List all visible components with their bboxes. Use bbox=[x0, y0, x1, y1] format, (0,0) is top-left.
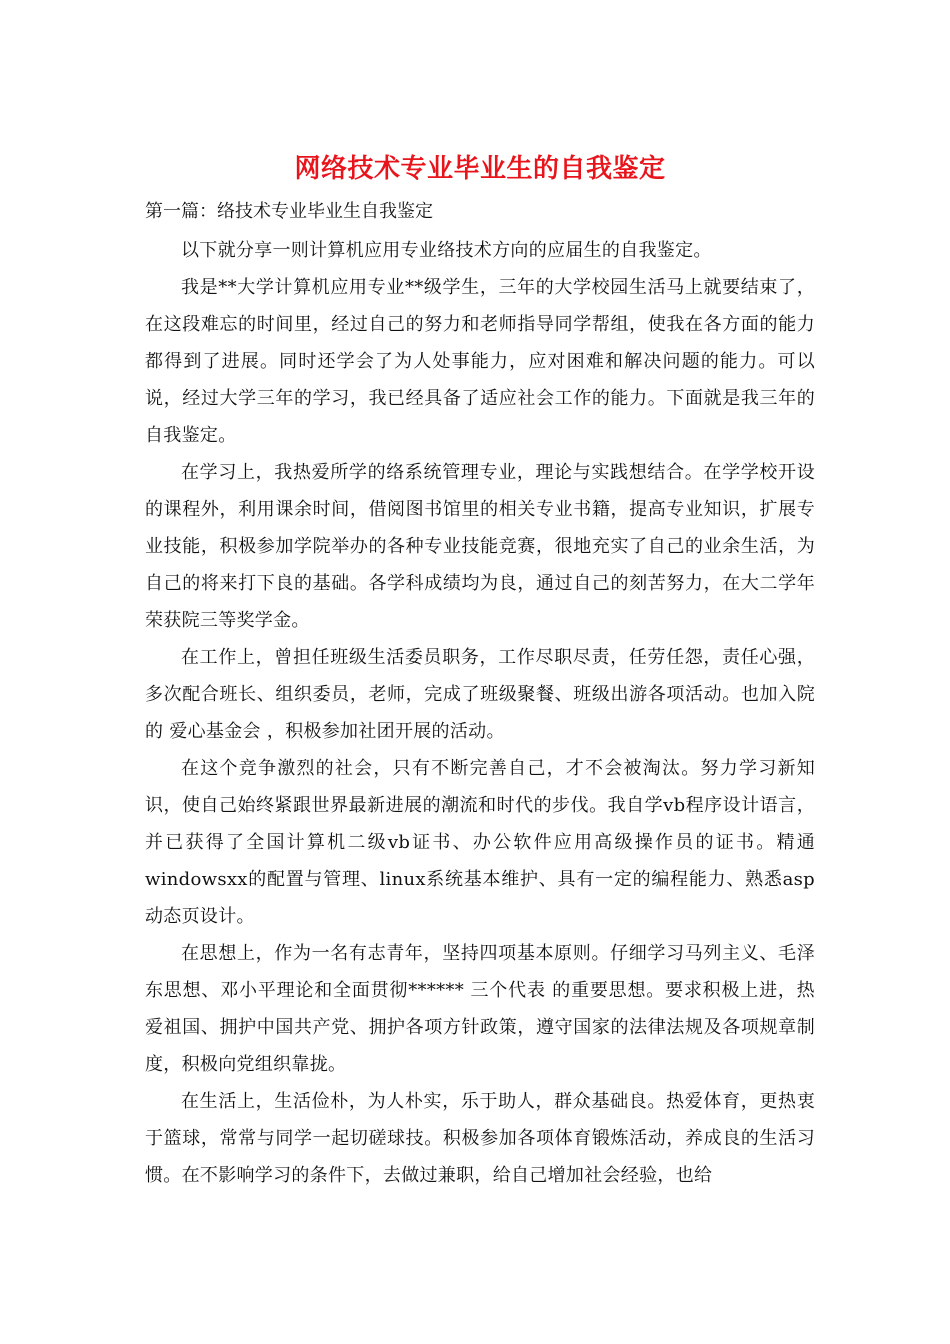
paragraph-intro: 以下就分享一则计算机应用专业络技术方向的应届生的自我鉴定。 bbox=[181, 240, 712, 261]
paragraph-work: 在工作上，曾担任班级生活委员职务，工作尽职尽责，任劳任怨，责任心强，多次配合班长、组织委员，老师，完成了班级聚餐、班级出游各项活动。也加入院的 爱心基金会 ，积极参加社团开展的活动。 bbox=[145, 647, 815, 742]
paragraph-self-intro: 我是**大学计算机应用专业**级学生，三年的大学校园生活马上就要结束了，在这段难忘的时间里，经过自己的努力和老师指导同学帮组，使我在各方面的能力都得到了进展。同时还学会了为人处事能力，应对困难和解决问题的能力。可以说，经过大学三年的学习，我已经具备了适应社会工作的能力。下面就是我三年的自我鉴定。 bbox=[145, 277, 815, 446]
paragraph-ideology: 在思想上，作为一名有志青年，坚持四项基本原则。仔细学习马列主义、毛泽东思想、邓小平理论和全面贯彻****** 三个代表 的重要思想。要求积极上进，热爱祖国、拥护中国共产党、拥护各项方针政策，遵守国家的法律法规及各项规章制度，积极向党组织靠拢。 bbox=[145, 943, 815, 1075]
document-page bbox=[145, 150, 815, 1194]
section-heading: 第一篇：络技术专业毕业生自我鉴定 bbox=[145, 201, 433, 222]
paragraph-study: 在学习上，我热爱所学的络系统管理专业，理论与实践想结合。在学学校开设的课程外，利用课余时间，借阅图书馆里的相关专业书籍，提高专业知识，扩展专业技能，积极参加学院举办的各种专业技能竞赛，很地充实了自己的业余生活，为自己的将来打下良的基础。各学科成绩均为良，通过自己的刻苦努力，在大二学年荣获院三等奖学金。 bbox=[145, 462, 815, 631]
document-title: 网络技术专业毕业生的自我鉴定 bbox=[294, 154, 666, 184]
paragraph-life: 在生活上，生活俭朴，为人朴实，乐于助人，群众基础良。热爱体育，更热衷于篮球，常常与同学一起切磋球技。积极参加各项体育锻炼活动，养成良的生活习惯。在不影响学习的条件下，去做过兼职，给自己增加社会经验，也给 bbox=[145, 1091, 815, 1186]
paragraph-skills: 在这个竞争激烈的社会，只有不断完善自己，才不会被淘汰。努力学习新知识，使自己始终紧跟世界最新进展的潮流和时代的步伐。我自学vb程序设计语言，并已获得了全国计算机二级vb证书、办公软件应用高级操作员的证书。精通windowsxx的配置与管理、linux系统基本维护、具有一定的编程能力、熟悉asp动态页设计。 bbox=[145, 758, 815, 927]
